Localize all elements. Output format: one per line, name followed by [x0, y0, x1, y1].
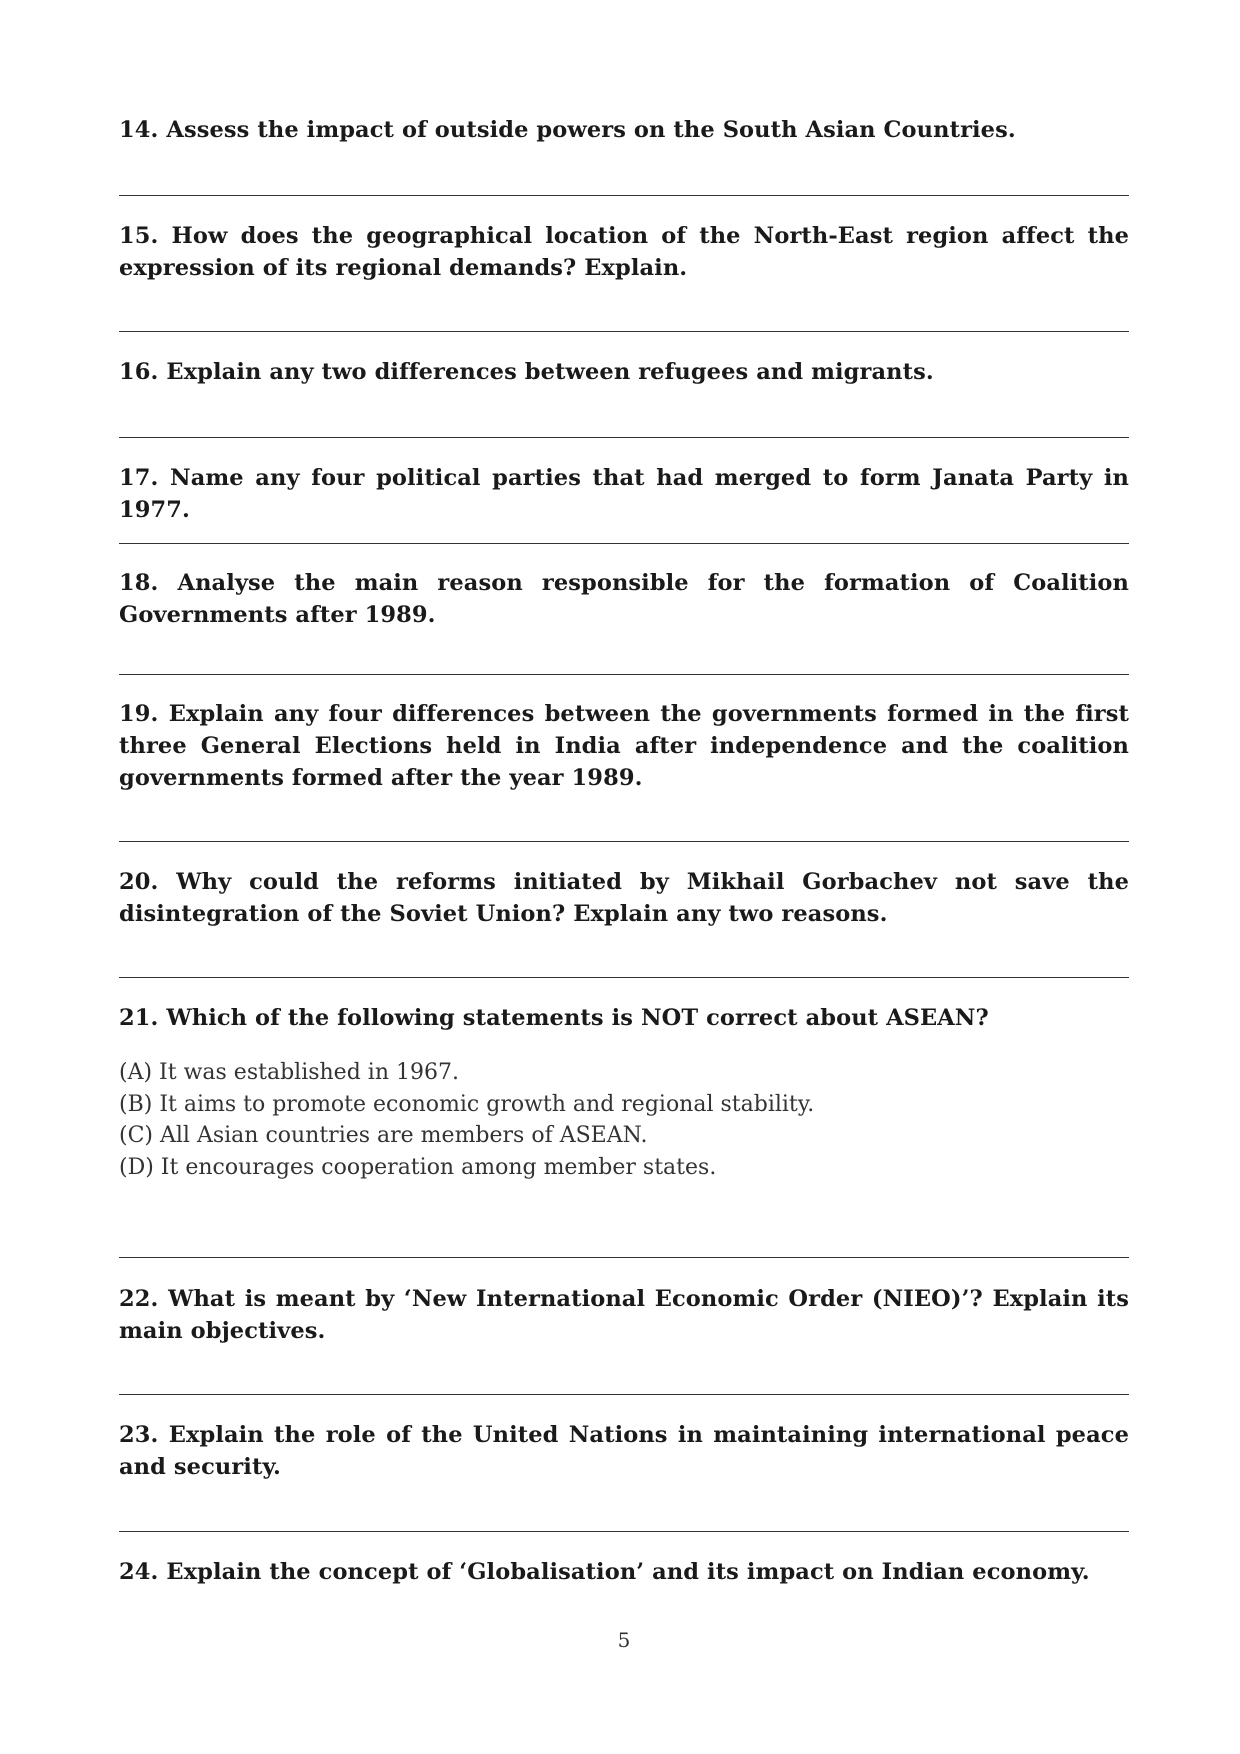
- question-number: 23.: [119, 1422, 159, 1448]
- question-16: [119, 356, 1129, 388]
- answer-options: [119, 1057, 1129, 1183]
- question-text: Name any four political parties that had merged to form Janata Party in 1977.: [119, 465, 1129, 523]
- question-text: Explain any two differences between refugees and migrants.: [166, 359, 934, 385]
- question-21: [119, 1002, 1129, 1034]
- question-number: 20.: [119, 869, 159, 895]
- question-19: [119, 698, 1129, 794]
- question-number: 19.: [119, 701, 159, 727]
- question-20: [119, 866, 1129, 930]
- question-text: Explain the concept of ‘Globalisation’ and its impact on Indian economy.: [166, 1559, 1090, 1585]
- answer-divider: [119, 195, 1129, 196]
- answer-divider: [119, 841, 1129, 842]
- question-number: 18.: [119, 570, 159, 596]
- answer-divider: [119, 674, 1129, 675]
- answer-divider: [119, 331, 1129, 332]
- answer-divider: [119, 1257, 1129, 1258]
- answer-divider: [119, 977, 1129, 978]
- answer-divider: [119, 543, 1129, 544]
- question-text: Assess the impact of outside powers on the South Asian Countries.: [166, 117, 1016, 143]
- question-text: How does the geographical location of the North-East region affect the expression of its regional demands? Explain.: [119, 223, 1129, 281]
- question-number: 24.: [119, 1559, 159, 1585]
- option-d: (D) It encourages cooperation among member states.: [119, 1154, 717, 1180]
- exam-page: [119, 0, 1129, 1754]
- question-text: Why could the reforms initiated by Mikhail Gorbachev not save the disintegration of the Soviet Union? Explain any two reasons.: [119, 869, 1129, 927]
- answer-divider: [119, 437, 1129, 438]
- question-17: [119, 462, 1129, 526]
- question-number: 16.: [119, 359, 159, 385]
- question-number: 21.: [119, 1005, 159, 1031]
- option-a: (A) It was established in 1967.: [119, 1060, 459, 1085]
- question-15: [119, 220, 1129, 284]
- option-c: (C) All Asian countries are members of ASEAN.: [119, 1123, 648, 1148]
- question-14: [119, 114, 1129, 146]
- question-24: [119, 1556, 1129, 1588]
- question-22: [119, 1283, 1129, 1347]
- question-number: 14.: [119, 117, 159, 143]
- question-18: [119, 567, 1129, 631]
- question-number: 17.: [119, 465, 159, 491]
- answer-divider: [119, 1531, 1129, 1532]
- question-number: 15.: [119, 223, 159, 249]
- question-text: Which of the following statements is NOT correct about ASEAN?: [166, 1005, 989, 1031]
- question-23: [119, 1419, 1129, 1483]
- question-text: Explain the role of the United Nations in maintaining international peace and security.: [119, 1422, 1129, 1480]
- page-number: 5: [617, 1628, 631, 1652]
- question-text: Analyse the main reason responsible for the formation of Coalition Governments after 1989.: [119, 570, 1130, 628]
- question-text: Explain any four differences between the governments formed in the first three General Elections held in India after independence and the coalition governments formed after the year 1989.: [119, 701, 1129, 791]
- question-number: 22.: [119, 1286, 159, 1312]
- answer-divider: [119, 1394, 1129, 1395]
- option-b: (B) It aims to promote economic growth and regional stability.: [119, 1091, 815, 1117]
- question-text: What is meant by ‘New International Economic Order (NIEO)’? Explain its main objectives.: [119, 1286, 1130, 1344]
